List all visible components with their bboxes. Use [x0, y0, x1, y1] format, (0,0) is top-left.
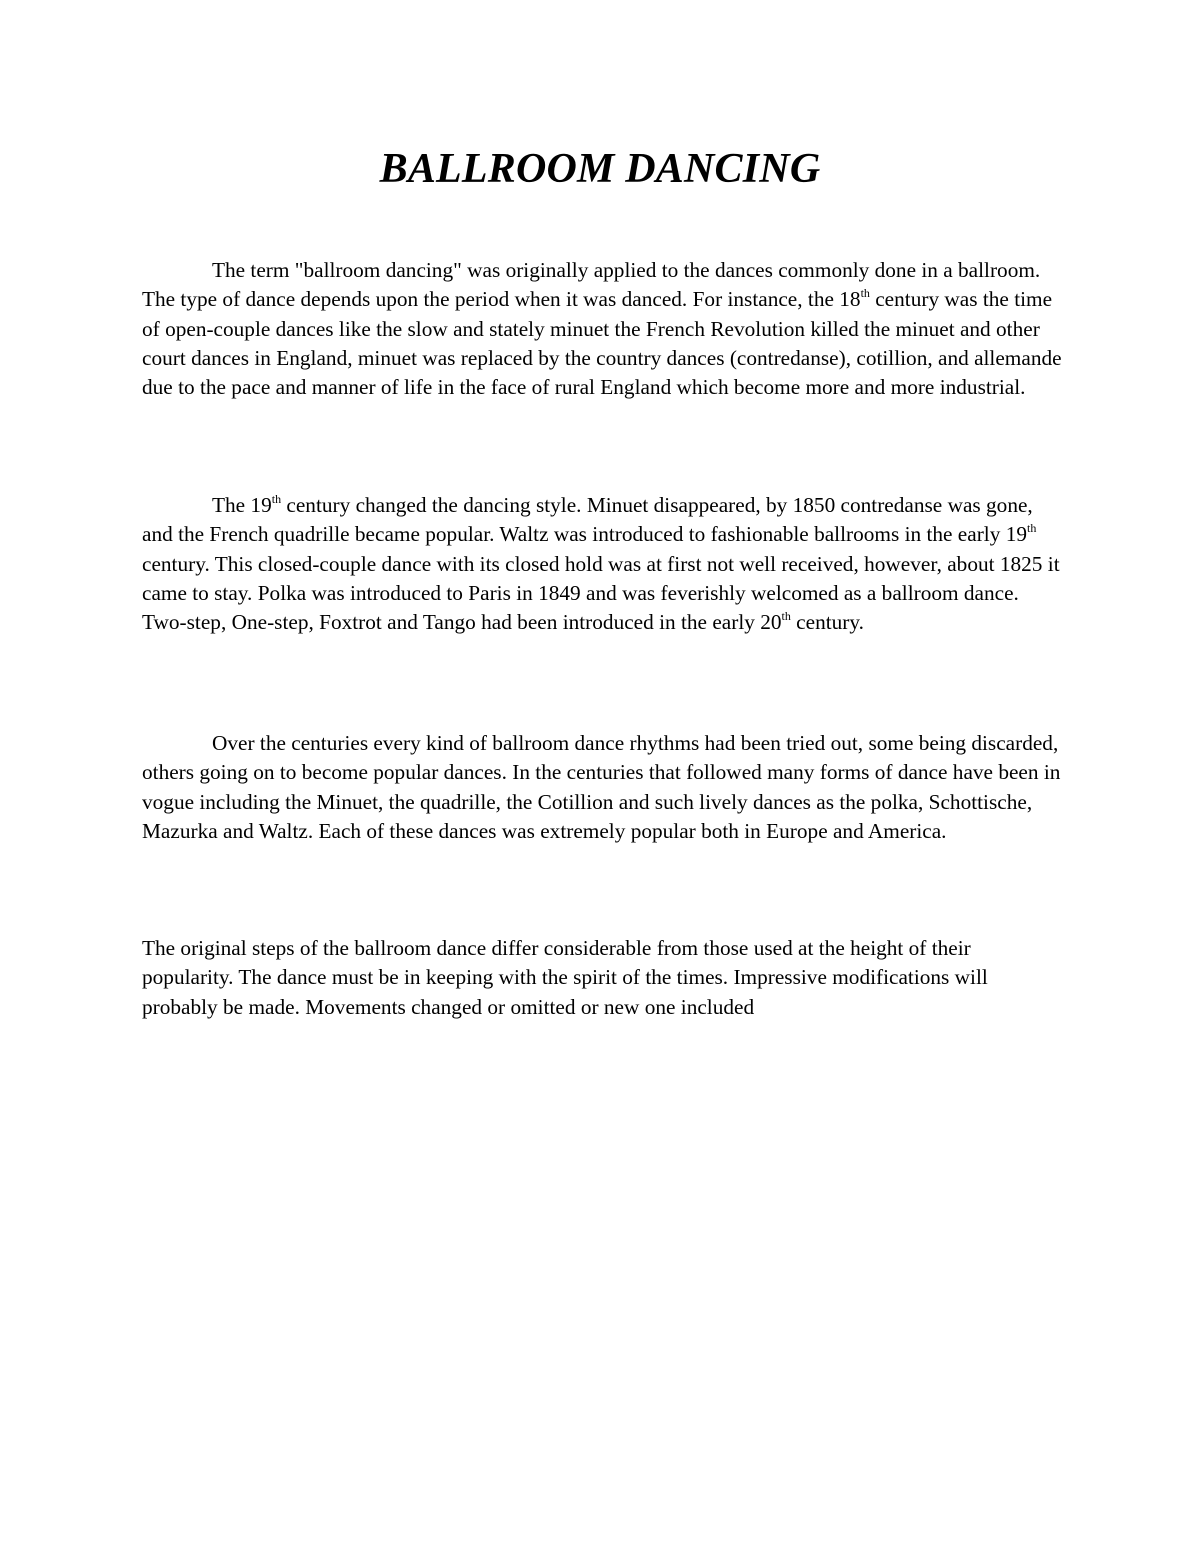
paragraph-3-text-1: Over the centuries every kind of ballroom dance rhythms had been tried out, some being discarded, others going on to become popular dances. In the centuries that followed many forms of dance have been in vogue including the Minuet, the quadrille, the Cotillion and such lively dances as the polka, Schottische, Mazurka and Waltz. Each of these dances was extremely popular both in Europe and America.: [142, 731, 1061, 843]
paragraph-4: [142, 934, 1067, 1022]
paragraph-1-text-2: century was the time of open-couple dances like the slow and stately minuet the French Revolution killed the minuet and other court dances in England, minuet was replaced by the country dances (contredanse), cotillion, and allemande due to the pace and manner of life in the face of rural England which become more and more industrial.: [142, 287, 1062, 400]
paragraph-4-text-1: The original steps of the ballroom dance differ considerable from those used at the height of their popularity. The dance must be in keeping with the spirit of the times. Impressive modifications will probably be made. Movements changed or omitted or new one included: [142, 936, 988, 1019]
paragraph-2-superscript-1: th: [271, 492, 282, 506]
paragraph-2: [142, 491, 1067, 637]
paragraph-1-superscript-1: th: [860, 286, 870, 301]
paragraph-3: [142, 729, 1067, 846]
paragraph-2-text-3: century. This closed-couple dance with its closed hold was at first not well received, however, about 1825 it came to stay. Polka was introduced to Paris in 1849 and was feverishly welcomed as a ballroom dance. Two-step, One-step, Foxtrot and Tango had been introduced in the early 20: [142, 551, 1060, 635]
paragraph-1-text-1: The term "ballroom dancing" was originally applied to the dances commonly done in a ballroom. The type of dance depends upon the period when it was danced. For instance, the 18: [142, 258, 1041, 312]
paragraph-2-superscript-3: th: [781, 609, 791, 624]
document-title: BALLROOM DANCING: [379, 146, 821, 192]
paragraph-2-text-4: century.: [790, 610, 864, 635]
paragraph-2-text-1: The 19: [212, 493, 272, 517]
paragraph-2-text-2: century changed the dancing style. Minuet disappeared, by 1850 contredanse was gone, and the French quadrille became popular. Waltz was introduced to fashionable ballrooms in the early 19: [142, 493, 1033, 547]
paragraph-1: [142, 256, 1067, 402]
paragraph-2-superscript-2: th: [1027, 521, 1037, 536]
